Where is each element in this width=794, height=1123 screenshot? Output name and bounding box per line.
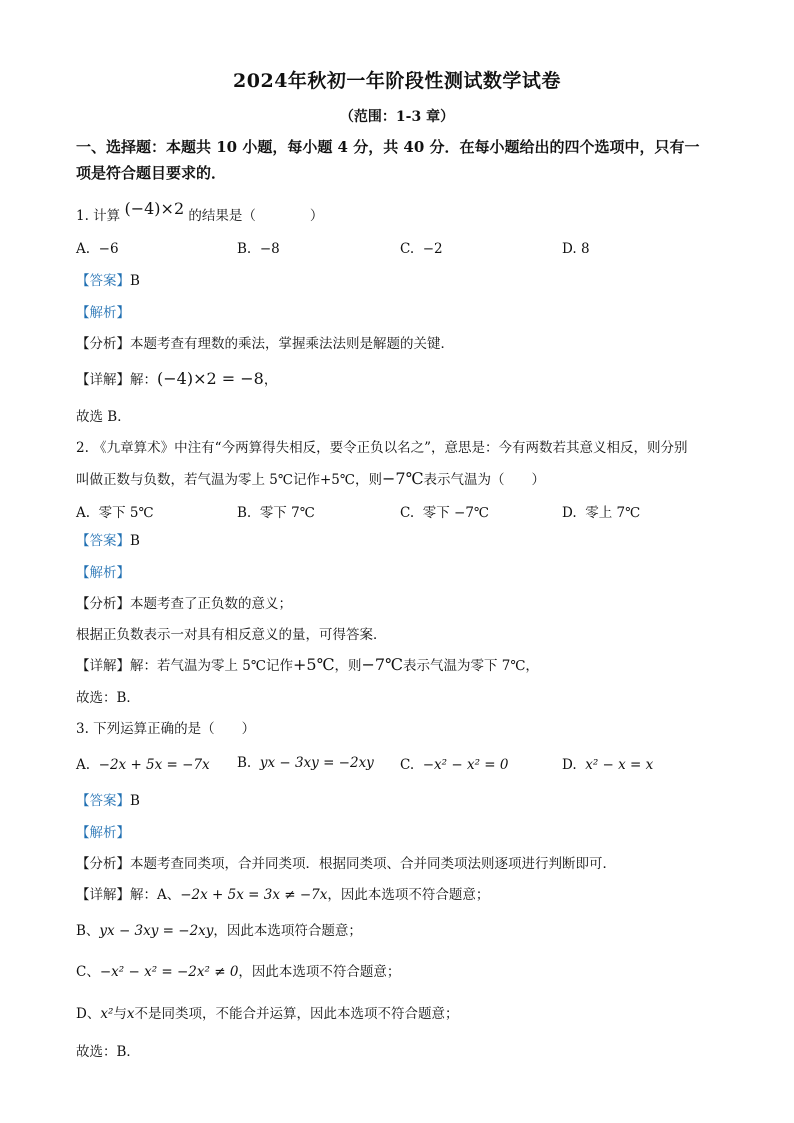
q3-option-d: D. x² − x = x: [562, 757, 654, 773]
q1-stem: [76, 199, 324, 225]
q3-conclusion: 故选：B．: [76, 1044, 140, 1060]
answer-tag: 【答案】: [76, 793, 130, 809]
section-heading-line1: 一、选择题：本题共 10 小题，每小题 4 分，共 40 分．在每小题给出的四个选项中，只有一: [76, 138, 700, 156]
analysis-tag: 【解析】: [76, 305, 130, 321]
q2-option-b: B. 零下 7℃: [237, 505, 315, 521]
q3-option-a: A. −2x + 5x = −7x: [76, 757, 210, 773]
section-heading-line2: 项是符合题目要求的．: [76, 164, 227, 182]
q2-option-a: A. 零下 5℃: [76, 505, 154, 521]
q2-option-d: D. 零上 7℃: [562, 505, 641, 521]
q1-stem-math: (−4)×2: [124, 199, 185, 218]
analysis-tag: 【解析】: [76, 565, 130, 581]
q3-fenxi: 【分析】本题考查同类项，合并同类项．根据同类项、合并同类项法则逐项进行判断即可．: [76, 856, 616, 872]
q2-option-c: C. 零下 −7℃: [400, 505, 490, 521]
q3-option-b: B. yx − 3xy = −2xy: [237, 755, 374, 771]
page-title: 2024年秋初一年阶段性测试数学试卷: [233, 70, 561, 92]
xiangjie-tag: 【详解】: [76, 372, 130, 388]
page-subtitle: （范围：1-3 章）: [339, 109, 455, 125]
answer-tag: 【答案】: [76, 533, 130, 549]
q3-xiangjie-a: 【详解】解：A、−2x + 5x = 3x ≠ −7x，因此本选项不符合题意；: [76, 887, 490, 903]
q2-answer: 【答案】B: [76, 533, 140, 549]
xiangjie-tag: 【详解】: [76, 887, 130, 903]
fenxi-tag: 【分析】: [76, 856, 130, 872]
q2-stem-line1: 2. 《九章算术》中注有“今两算得失相反，要令正负以名之”，意思是：今有两数若其意义相反，则分别: [76, 440, 688, 456]
q3-stem: 3. 下列运算正确的是（ ）: [76, 721, 256, 737]
q1-stem-suffix: 的结果是（ ）: [188, 208, 324, 224]
q1-conclusion: 故选 B．: [76, 409, 131, 425]
q2-fenxi: 【分析】本题考查了正负数的意义；: [76, 596, 292, 612]
fenxi-tag: 【分析】: [76, 596, 130, 612]
q3-analysis-heading: [76, 824, 130, 842]
q3-xiangjie-c: C、−x² − x² = −2x² ≠ 0，因此本选项不符合题意；: [76, 964, 401, 980]
q3-answer: 【答案】B: [76, 793, 140, 809]
q1-option-c: C. −2: [400, 241, 443, 257]
q2-xiangjie: 【详解】解：若气温为零上 5℃记作+5℃，则−7℃表示气温为零下 7℃，: [76, 655, 539, 674]
q1-answer: 【答案】B: [76, 273, 140, 289]
q1-option-b: B. −8: [237, 241, 280, 257]
q2-stem-line2: 叫做正数与负数，若气温为零上 5℃记作+5℃，则−7℃表示气温为（ ）: [76, 469, 545, 488]
xiangjie-tag: 【详解】: [76, 658, 130, 674]
q3-xiangjie-d: D、x²与x不是同类项，不能合并运算，因此本选项不符合题意；: [76, 1006, 459, 1022]
q1-option-a: A. −6: [76, 241, 119, 257]
q1-stem-prefix: 1. 计算: [76, 208, 121, 224]
q2-fenxi-line2: 根据正负数表示一对具有相反意义的量，可得答案．: [76, 627, 387, 643]
q1-analysis-heading: [76, 304, 130, 322]
q3-option-c: C. −x² − x² = 0: [400, 757, 509, 773]
q3-xiangjie-b: B、yx − 3xy = −2xy，因此本选项符合题意；: [76, 923, 362, 939]
fenxi-tag: 【分析】: [76, 336, 130, 352]
analysis-tag: 【解析】: [76, 825, 130, 841]
q2-analysis-heading: [76, 564, 130, 582]
q1-fenxi: 【分析】本题考查有理数的乘法，掌握乘法法则是解题的关键．: [76, 336, 454, 352]
answer-tag: 【答案】: [76, 273, 130, 289]
q1-xiangjie: 【详解】解：(−4)×2 = −8，: [76, 369, 278, 388]
q1-option-d: D. 8: [562, 241, 590, 257]
q2-conclusion: 故选：B．: [76, 690, 140, 706]
